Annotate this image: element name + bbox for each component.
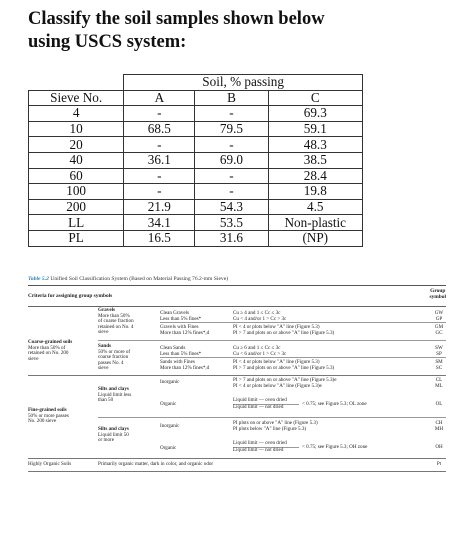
- soil-cell: -: [124, 184, 195, 200]
- soil-cell: 34.1: [124, 215, 195, 231]
- group-symbol-mh: MH: [434, 426, 444, 432]
- soil-cell: LL: [29, 215, 124, 231]
- silts-clays-ll-lt-50: than 50: [98, 397, 114, 404]
- soil-cell: 16.5: [124, 230, 195, 246]
- criterion-ch: PI plots on or above "A" line (Figure 5.3): [233, 420, 318, 426]
- soil-row: [29, 106, 363, 122]
- soil-cell: 31.6: [195, 230, 268, 246]
- empty-corner-cell: [29, 75, 124, 91]
- clean-gravels-label: Less than 5% fines*: [160, 315, 202, 322]
- fine-grained-label: No. 200 sieve: [28, 418, 57, 425]
- organic-label-2: Organic: [160, 445, 177, 451]
- group-symbol-pt: Pt: [436, 461, 442, 467]
- soil-passing-table: [28, 74, 363, 247]
- criterion-ol-bottom: Liquid limit — not dried: [233, 404, 284, 410]
- group-symbol-oh: OH: [435, 443, 443, 450]
- gravels-label: retained on No. 4: [98, 323, 134, 330]
- clean-sands-label: Clean Sands: [160, 345, 186, 351]
- gravels-label: More than 50%: [98, 312, 130, 319]
- silts-clays-ll-ge-50: Liquid limit 50: [98, 431, 129, 438]
- soil-row: [29, 137, 363, 153]
- title-line-1: Classify the soil samples shown below: [28, 9, 325, 29]
- soil-row: [29, 199, 363, 215]
- criterion-sp: Cu < 6 and/or 1 > Cc > 3c: [233, 350, 287, 357]
- criterion-oh-bottom: Liquid limit — not dried: [233, 447, 284, 453]
- highly-organic-label: Highly Organic Soils: [28, 461, 72, 467]
- coarse-grained-label: Coarse-grained soils: [28, 339, 73, 345]
- soil-cell: 69.3: [268, 106, 362, 122]
- col-header-a: A: [124, 90, 195, 106]
- gravels-label: of coarse fraction: [98, 318, 134, 325]
- uscs-grid: [28, 307, 446, 502]
- criterion-ml: PI < 4 or plots below "A" line (Figure 5.3)e: [233, 383, 322, 389]
- uscs-header-row: [28, 286, 446, 306]
- soil-cell: 10: [29, 121, 124, 137]
- criterion-gm: PI < 4 or plots below "A" line (Figure 5.3): [233, 324, 320, 330]
- group-symbol-gm: GM: [434, 324, 444, 330]
- table-rule: [160, 357, 446, 358]
- sands-fines-label: More than 12% fines*,d: [160, 364, 210, 371]
- group-symbol-gw: GW: [434, 310, 444, 316]
- criterion-mh: PI plots below "A" line (Figure 5.3): [233, 426, 307, 432]
- soil-cell: 54.3: [195, 199, 268, 215]
- inorganic-label-1: Inorganic: [160, 379, 180, 385]
- group-symbol-gp: GP: [435, 315, 443, 322]
- silts-clays-ll-lt-50: Silts and clays: [98, 386, 129, 392]
- col-header-c: C: [268, 90, 362, 106]
- group-symbol-sw: SW: [435, 345, 443, 351]
- uscs-table: [28, 276, 446, 502]
- soil-cell: -: [124, 137, 195, 153]
- soil-cell: -: [124, 106, 195, 122]
- criterion-sm: PI < 4 or plots below "A" line (Figure 5.3): [233, 359, 320, 365]
- criterion-oh-top: Liquid limit — oven dried: [233, 440, 287, 446]
- soil-cell: 100: [29, 184, 124, 200]
- group-symbol-sc: SC: [435, 364, 443, 371]
- soil-row: [29, 168, 363, 184]
- uscs-caption: [28, 276, 446, 282]
- criterion-sc: PI > 7 and plots on or above "A" line (Figure 5.3): [233, 364, 335, 371]
- soil-cell: -: [195, 168, 268, 184]
- soil-cell: -: [195, 184, 268, 200]
- sands-label: Sands: [98, 343, 112, 349]
- soil-table-body: [29, 106, 363, 246]
- soil-cell: 19.8: [268, 184, 362, 200]
- sands-fines-label: Sands with Fines: [160, 359, 195, 365]
- coarse-grained-label: sieve: [28, 355, 39, 362]
- criterion-ol-tail: < 0.75; see Figure 5.3; OL zone: [302, 400, 367, 407]
- soil-cell: 20: [29, 137, 124, 153]
- soil-cell: PL: [29, 230, 124, 246]
- criterion-cl: PI > 7 and plots on or above "A" line (Figure 5.3)e: [233, 377, 337, 383]
- group-symbol-header: Group symbol: [429, 288, 446, 300]
- table-rule: [28, 471, 446, 472]
- fine-grained-label: Fine-grained soils: [28, 407, 67, 413]
- gravels-fines-label: Gravels with Fines: [160, 324, 199, 330]
- criterion-gw: Cu ≥ 4 and 1 ≤ Cc ≤ 3c: [233, 310, 281, 316]
- silts-clays-ll-ge-50: or more: [98, 437, 114, 444]
- table-rule: [160, 322, 446, 323]
- table-rule: [98, 340, 446, 341]
- col-header-b: B: [195, 90, 268, 106]
- silts-clays-ll-ge-50: Silts and clays: [98, 426, 129, 432]
- gravels-fines-label: More than 12% fines*,d: [160, 329, 210, 336]
- organic-label-1: Organic: [160, 401, 177, 407]
- inorganic-label-2: Inorganic: [160, 423, 180, 429]
- soil-cell: 68.5: [124, 121, 195, 137]
- group-symbol-gc: GC: [435, 329, 443, 336]
- table-rule: [28, 375, 446, 376]
- coarse-grained-label: More than 50% of: [28, 344, 66, 351]
- soil-cell: Non-plastic: [268, 215, 362, 231]
- soil-cell: 53.5: [195, 215, 268, 231]
- group-symbol-ch: CH: [435, 420, 443, 426]
- soil-cell: 79.5: [195, 121, 268, 137]
- sands-label: passes No. 4: [98, 359, 124, 366]
- soil-cell: 40: [29, 152, 124, 168]
- soil-cell: (NP): [268, 230, 362, 246]
- soil-cell: -: [195, 106, 268, 122]
- soil-row: [29, 152, 363, 168]
- soil-cell: 48.3: [268, 137, 362, 153]
- soil-row: [29, 215, 363, 231]
- gravels-label: sieve: [98, 329, 109, 336]
- group-symbol-cl: CL: [435, 377, 443, 383]
- soil-row: [29, 121, 363, 137]
- highly-organic-description: Primarily organic matter, dark in color, and organic odor: [98, 461, 214, 467]
- group-symbol-ol: OL: [435, 400, 443, 407]
- question-title: [28, 8, 325, 54]
- silts-clays-ll-lt-50: Liquid limit less: [98, 391, 132, 398]
- criterion-oh-tail: < 0.75; see Figure 5.3; OH zone: [302, 443, 368, 450]
- sands-label: 50% or more of: [98, 348, 131, 355]
- soil-cell: 36.1: [124, 152, 195, 168]
- soil-cell: 200: [29, 199, 124, 215]
- clean-sands-label: Less than 5% fines*: [160, 350, 202, 357]
- soil-cell: -: [124, 168, 195, 184]
- group-symbol-sp: SP: [436, 350, 442, 357]
- criterion-sw: Cu ≥ 6 and 1 ≤ Cc ≤ 3c: [233, 345, 281, 351]
- sands-label: coarse fraction: [98, 354, 129, 361]
- soil-cell: 59.1: [268, 121, 362, 137]
- coarse-grained-label: retained on No. 200: [28, 350, 69, 357]
- fine-grained-label: 50% or more passes: [28, 412, 69, 419]
- soil-cell: 38.5: [268, 152, 362, 168]
- sands-label: sieve: [98, 365, 109, 372]
- soil-cell: 21.9: [124, 199, 195, 215]
- soil-row: [29, 230, 363, 246]
- clean-gravels-label: Clean Gravels: [160, 310, 189, 316]
- soil-cell: 69.0: [195, 152, 268, 168]
- soil-cell: 4: [29, 106, 124, 122]
- title-line-2: using USCS system:: [28, 32, 187, 52]
- table-rule: [98, 417, 446, 418]
- criterion-ol-top: Liquid limit — oven dried: [233, 397, 287, 403]
- table-rule: [28, 458, 446, 459]
- soil-cell: -: [195, 137, 268, 153]
- soil-cell: 28.4: [268, 168, 362, 184]
- soil-cell: 60: [29, 168, 124, 184]
- group-header-cell: Soil, % passing: [124, 75, 363, 91]
- group-symbol-sm: SM: [435, 359, 443, 365]
- caption-label: Table 5.2: [28, 276, 49, 282]
- criterion-gc: PI > 7 and plots on or above "A" line (Figure 5.3): [233, 329, 335, 336]
- criterion-gp: Cu < 4 and/or 1 > Cc > 3c: [233, 315, 287, 322]
- soil-row: [29, 184, 363, 200]
- col-header-sieve: Sieve No.: [29, 90, 124, 106]
- caption-text: Unified Soil Classification System (Based on Material Passing 76.2-mm Sieve): [50, 276, 229, 282]
- group-symbol-ml: ML: [435, 383, 443, 389]
- gravels-label: Gravels: [98, 307, 115, 313]
- criteria-header: Criteria for assigning group symbols: [28, 293, 113, 299]
- soil-cell: 4.5: [268, 199, 362, 215]
